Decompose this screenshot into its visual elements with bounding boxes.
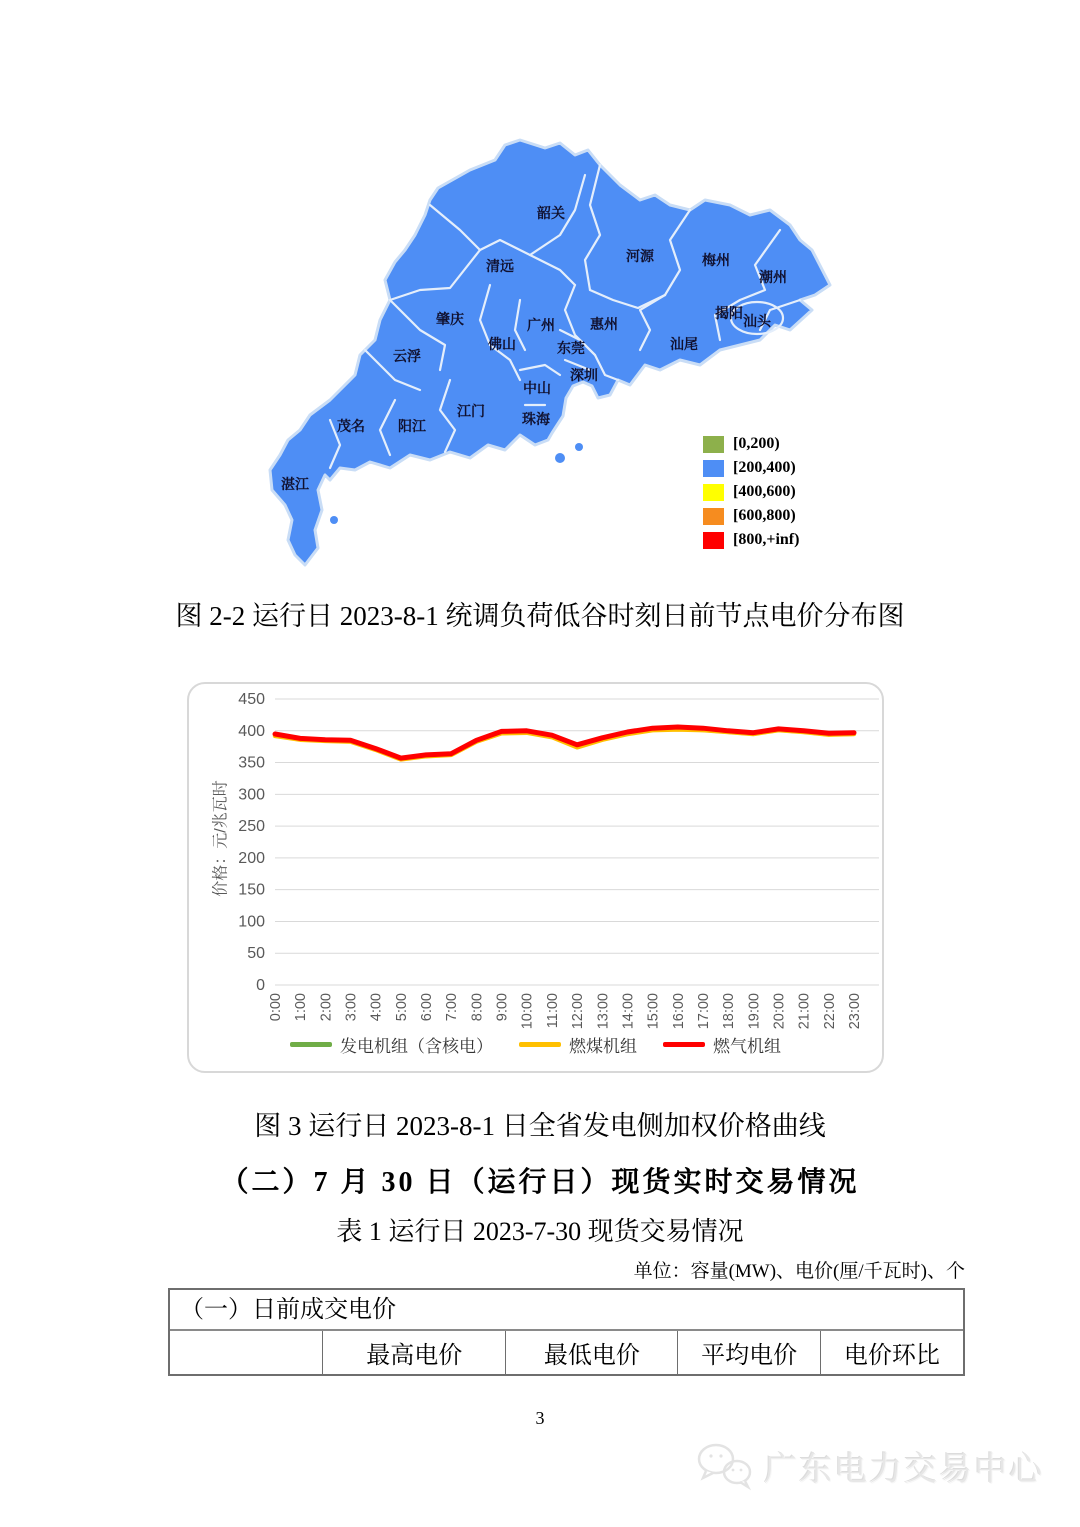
island [555,453,565,463]
map-city-label: 湛江 [281,478,309,493]
chart-legend-line [290,1042,332,1047]
map-legend-swatch [703,460,724,477]
map-city-label: 茂名 [337,420,365,435]
chart-y-tick: 300 [238,786,265,804]
chart-x-tick: 14:00 [620,993,637,1030]
map-city-label: 梅州 [702,254,730,269]
map-legend-item [703,456,1023,480]
map-city-label: 韶关 [537,207,565,222]
table-header-cell-empty [170,1331,322,1374]
chart-x-tick: 2:00 [318,993,335,1022]
table-1-caption: 表 1 运行日 2023-7-30 现货交易情况 [336,1217,744,1246]
chart-x-tick: 9:00 [494,993,511,1022]
chart-x-tick: 3:00 [343,993,360,1022]
chart-x-tick: 1:00 [293,993,310,1022]
island [575,443,583,451]
price-curve-chart [187,682,884,1073]
map-city-label: 广州 [527,319,555,334]
chart-y-tick: 150 [238,881,265,899]
section-heading: （二）7 月 30 日（运行日）现货实时交易情况 [220,1167,860,1198]
chart-y-tick: 350 [238,754,265,772]
map-city-label: 佛山 [488,338,516,353]
chart-x-tick: 15:00 [645,993,662,1030]
chart-x-tick: 18:00 [721,993,738,1030]
chart-x-tick: 13:00 [595,993,612,1030]
map-legend-label: [200,400) [733,459,796,476]
map-city-label: 深圳 [570,369,598,384]
table-section-row: （一）日前成交电价 [170,1290,963,1331]
map-legend-item [703,480,1023,504]
map-legend-swatch [703,508,724,525]
table-header-cell: 最高电价 [322,1331,505,1374]
chart-plot-svg [189,684,882,1071]
chart-legend-item [290,1032,493,1057]
chart-x-tick: 17:00 [695,993,712,1030]
chart-x-tick: 16:00 [670,993,687,1030]
map-city-label: 汕尾 [670,338,698,353]
page-number: 3 [535,1408,545,1428]
map-city-label: 揭阳 [715,307,743,322]
chart-y-tick: 0 [256,977,265,994]
chart-x-tick: 20:00 [771,993,788,1030]
map-city-label: 河源 [626,250,654,265]
chart-y-tick: 50 [247,945,265,963]
map-city-label: 云浮 [393,350,421,365]
map-legend-label: [0,200) [733,435,780,452]
map-legend-swatch [703,436,724,453]
wechat-icon [694,1440,758,1492]
map-city-label: 惠州 [590,318,618,333]
chart-legend-item [663,1032,781,1057]
map-legend-label: [800,+inf) [733,531,800,548]
map-city-label: 清远 [486,260,514,275]
table-header-cell: 最低电价 [505,1331,677,1374]
chart-x-tick: 4:00 [368,993,385,1022]
map-legend-item [703,432,1023,456]
chart-x-tick: 0:00 [268,993,284,1022]
figure-3-caption: 图 3 运行日 2023-8-1 日全省发电侧加权价格曲线 [254,1111,826,1141]
chart-y-tick: 450 [238,691,265,708]
island [330,516,338,524]
trade-table [168,1288,965,1376]
watermark [694,1440,1044,1492]
map-legend-label: [600,800) [733,507,796,524]
map-legend-label: [400,600) [733,483,796,500]
chart-x-tick: 22:00 [821,993,838,1030]
map-city-label: 潮州 [759,271,787,286]
chart-y-tick: 250 [238,818,265,836]
map-city-label: 江门 [457,405,485,420]
chart-y-tick: 200 [238,849,265,867]
map-city-label: 阳江 [398,420,426,435]
map-legend [703,432,1023,552]
table-unit-note: 单位：容量(MW)、电价(厘/千瓦时)、个 [633,1261,965,1282]
watermark-text: 广东电力交易中心 [764,1449,1044,1487]
chart-x-tick: 21:00 [796,993,813,1030]
chart-x-tick: 6:00 [419,993,436,1022]
chart-legend-item [519,1032,637,1057]
chart-x-tick: 23:00 [847,993,863,1030]
figure-2-2-caption: 图 2-2 运行日 2023-8-1 统调负荷低谷时刻日前节点电价分布图 [175,601,905,631]
map-legend-swatch [703,484,724,501]
chart-x-tick: 12:00 [570,993,587,1030]
map-city-label: 肇庆 [436,313,464,328]
chart-legend [189,1032,882,1057]
chart-y-axis-label: 价格：元/兆瓦时 [212,780,230,897]
chart-x-tick: 7:00 [444,993,461,1022]
table-header-cell: 电价环比 [820,1331,963,1374]
chart-x-tick: 5:00 [393,993,410,1022]
chart-series-燃气机组 [275,727,854,758]
map-legend-item [703,504,1023,528]
chart-legend-label: 燃煤机组 [569,1037,637,1056]
chart-y-tick: 400 [238,722,265,740]
chart-y-tick: 100 [238,913,265,931]
map-city-label: 东莞 [557,342,585,357]
chart-legend-label: 发电机组（含核电） [340,1037,493,1056]
chart-legend-line [663,1042,705,1047]
map-city-label: 中山 [523,382,551,397]
map-legend-swatch [703,532,724,549]
chart-x-tick: 8:00 [469,993,486,1022]
table-header-row [170,1331,963,1374]
map-city-label: 珠海 [522,413,550,428]
chart-legend-label: 燃气机组 [713,1037,781,1056]
table-header-cell: 平均电价 [677,1331,819,1374]
chart-x-tick: 11:00 [544,993,561,1029]
map-legend-item [703,528,1023,552]
chart-x-tick: 10:00 [519,993,536,1030]
chart-legend-line [519,1042,561,1047]
chart-x-tick: 19:00 [746,993,763,1030]
map-city-label: 汕头 [743,315,771,330]
